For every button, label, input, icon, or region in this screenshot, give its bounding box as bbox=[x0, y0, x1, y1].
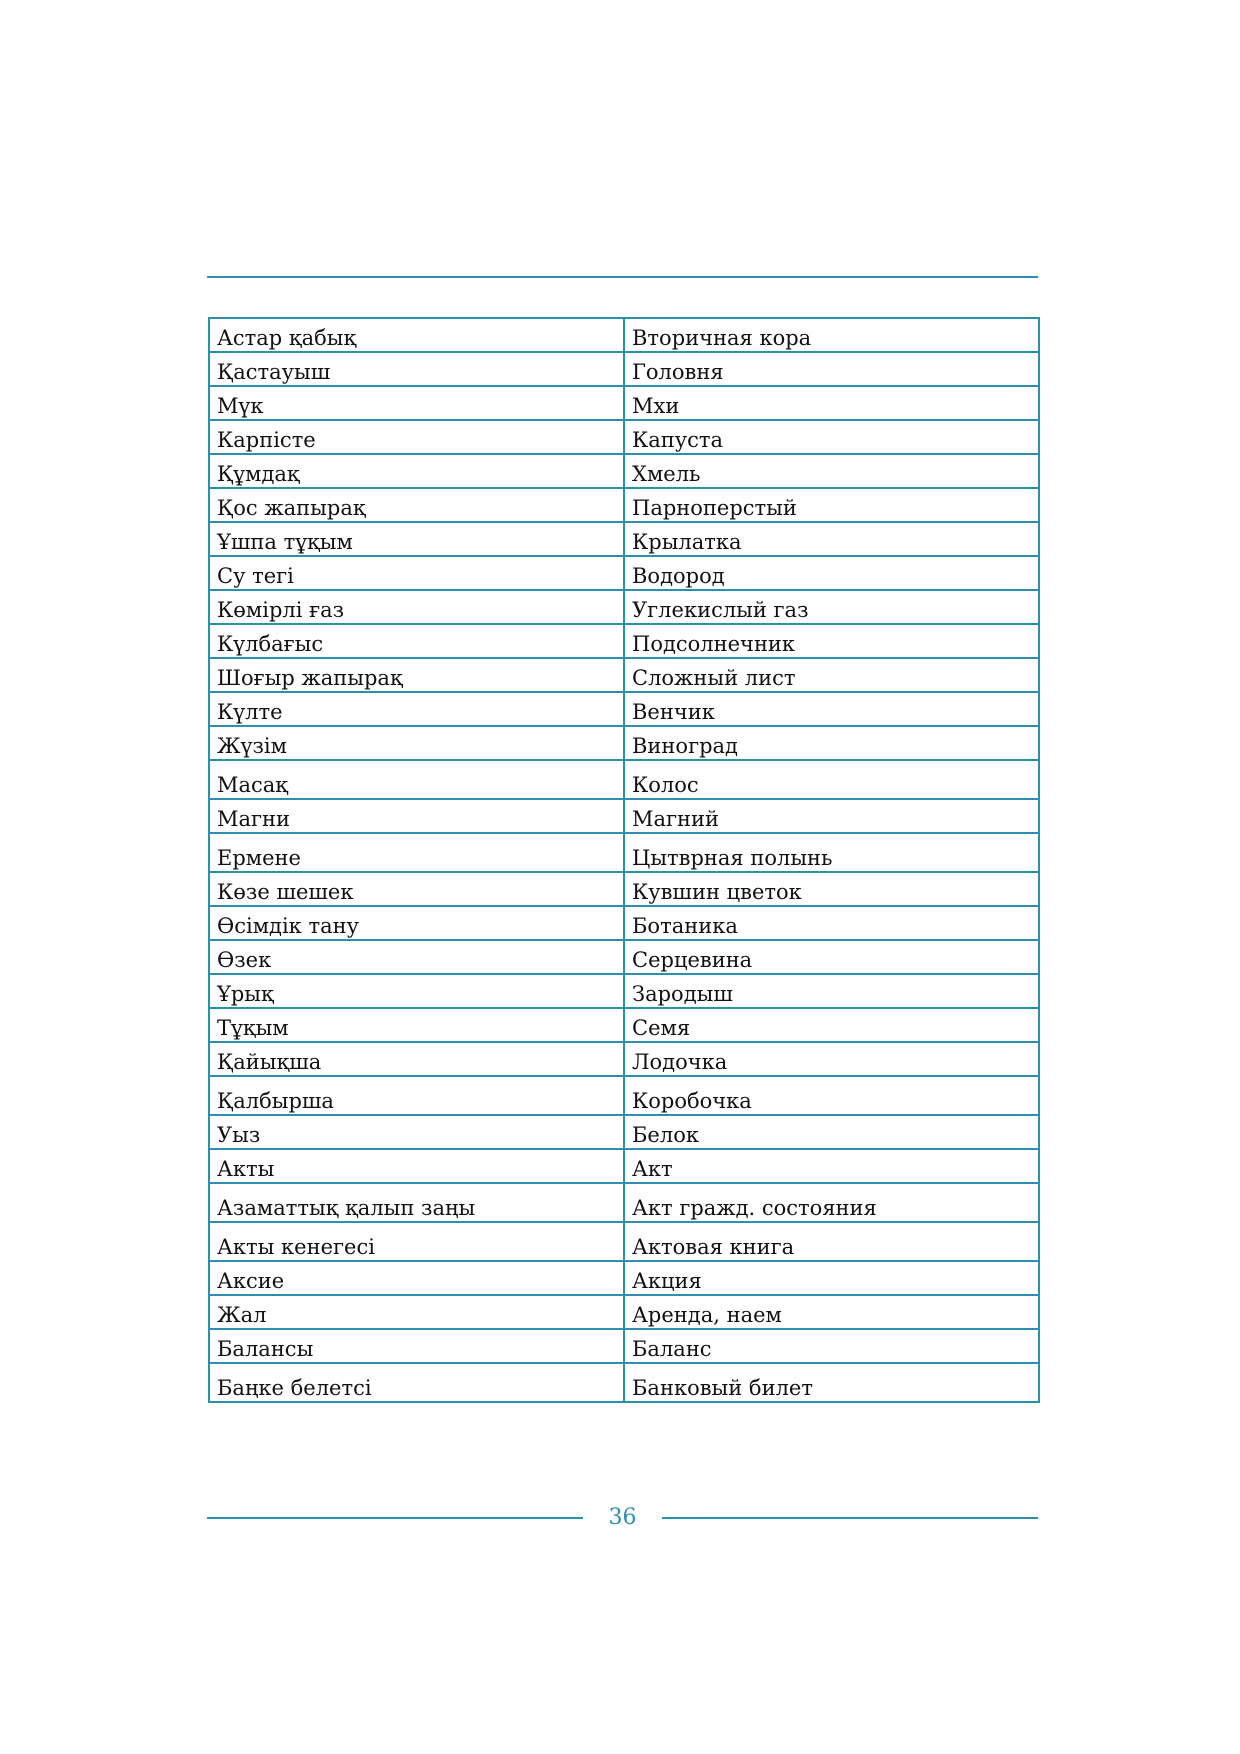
russian-term: Баланс bbox=[624, 1329, 1039, 1363]
table-row bbox=[209, 1008, 1039, 1042]
kazakh-term: Масақ bbox=[209, 760, 624, 799]
kazakh-term: Қастауыш bbox=[209, 352, 624, 386]
kazakh-term: Азаматтық қалып заңы bbox=[209, 1183, 624, 1222]
table-row bbox=[209, 1295, 1039, 1329]
russian-term: Акт гражд. состояния bbox=[624, 1183, 1039, 1222]
russian-term: Хмель bbox=[624, 454, 1039, 488]
kazakh-term: Құмдақ bbox=[209, 454, 624, 488]
russian-term: Цытврная полынь bbox=[624, 833, 1039, 872]
kazakh-term: Карпісте bbox=[209, 420, 624, 454]
russian-term: Колос bbox=[624, 760, 1039, 799]
russian-term: Коробочка bbox=[624, 1076, 1039, 1115]
kazakh-term: Шоғыр жапырақ bbox=[209, 658, 624, 692]
russian-term: Лодочка bbox=[624, 1042, 1039, 1076]
table-row bbox=[209, 318, 1039, 352]
russian-term: Углекислый газ bbox=[624, 590, 1039, 624]
glossary-table bbox=[208, 317, 1040, 1403]
kazakh-term: Көмірлі ғаз bbox=[209, 590, 624, 624]
russian-term: Актовая книга bbox=[624, 1222, 1039, 1261]
kazakh-term: Күлте bbox=[209, 692, 624, 726]
table-row bbox=[209, 522, 1039, 556]
russian-term: Парноперстый bbox=[624, 488, 1039, 522]
table-row bbox=[209, 658, 1039, 692]
table-row bbox=[209, 1329, 1039, 1363]
table-row bbox=[209, 1076, 1039, 1115]
table-row bbox=[209, 940, 1039, 974]
kazakh-term: Баңке белетсі bbox=[209, 1363, 624, 1402]
russian-term: Семя bbox=[624, 1008, 1039, 1042]
table-row bbox=[209, 556, 1039, 590]
russian-term: Магний bbox=[624, 799, 1039, 833]
kazakh-term: Мүк bbox=[209, 386, 624, 420]
kazakh-term: Көзе шешек bbox=[209, 872, 624, 906]
russian-term: Мхи bbox=[624, 386, 1039, 420]
russian-term: Акция bbox=[624, 1261, 1039, 1295]
russian-term: Подсолнечник bbox=[624, 624, 1039, 658]
kazakh-term: Жүзім bbox=[209, 726, 624, 760]
footer-rule-right bbox=[662, 1517, 1038, 1519]
table-row bbox=[209, 352, 1039, 386]
kazakh-term: Магни bbox=[209, 799, 624, 833]
russian-term: Венчик bbox=[624, 692, 1039, 726]
kazakh-term: Өзек bbox=[209, 940, 624, 974]
kazakh-term: Ермене bbox=[209, 833, 624, 872]
table-row bbox=[209, 692, 1039, 726]
kazakh-term: Акты кенегесі bbox=[209, 1222, 624, 1261]
russian-term: Ботаника bbox=[624, 906, 1039, 940]
header-rule bbox=[207, 276, 1038, 278]
russian-term: Акт bbox=[624, 1149, 1039, 1183]
russian-term: Вторичная кора bbox=[624, 318, 1039, 352]
table-row bbox=[209, 386, 1039, 420]
kazakh-term: Ұшпа тұқым bbox=[209, 522, 624, 556]
kazakh-term: Су тегі bbox=[209, 556, 624, 590]
table-row bbox=[209, 1115, 1039, 1149]
table-row bbox=[209, 760, 1039, 799]
kazakh-term: Қалбырша bbox=[209, 1076, 624, 1115]
kazakh-term: Аксие bbox=[209, 1261, 624, 1295]
table-row bbox=[209, 624, 1039, 658]
table-row bbox=[209, 1363, 1039, 1402]
russian-term: Аренда, наем bbox=[624, 1295, 1039, 1329]
kazakh-term: Тұқым bbox=[209, 1008, 624, 1042]
kazakh-term: Ұрық bbox=[209, 974, 624, 1008]
russian-term: Сложный лист bbox=[624, 658, 1039, 692]
page-number: 36 bbox=[608, 1505, 637, 1530]
kazakh-term: Қайықша bbox=[209, 1042, 624, 1076]
russian-term: Виноград bbox=[624, 726, 1039, 760]
russian-term: Головня bbox=[624, 352, 1039, 386]
table-row bbox=[209, 1183, 1039, 1222]
page-footer bbox=[207, 1503, 1038, 1533]
table-row bbox=[209, 454, 1039, 488]
table-row bbox=[209, 1149, 1039, 1183]
kazakh-term: Жал bbox=[209, 1295, 624, 1329]
russian-term: Белок bbox=[624, 1115, 1039, 1149]
kazakh-term: Балансы bbox=[209, 1329, 624, 1363]
table-row bbox=[209, 590, 1039, 624]
table-row bbox=[209, 974, 1039, 1008]
table-row bbox=[209, 1222, 1039, 1261]
table-row bbox=[209, 833, 1039, 872]
table-row bbox=[209, 799, 1039, 833]
russian-term: Водород bbox=[624, 556, 1039, 590]
table-row bbox=[209, 726, 1039, 760]
kazakh-term: Акты bbox=[209, 1149, 624, 1183]
table-row bbox=[209, 872, 1039, 906]
table-row bbox=[209, 906, 1039, 940]
table-row bbox=[209, 420, 1039, 454]
table-row bbox=[209, 488, 1039, 522]
russian-term: Зародыш bbox=[624, 974, 1039, 1008]
kazakh-term: Қос жапырақ bbox=[209, 488, 624, 522]
russian-term: Крылатка bbox=[624, 522, 1039, 556]
kazakh-term: Астар қабық bbox=[209, 318, 624, 352]
kazakh-term: Өсімдік тану bbox=[209, 906, 624, 940]
kazakh-term: Уыз bbox=[209, 1115, 624, 1149]
russian-term: Капуста bbox=[624, 420, 1039, 454]
russian-term: Банковый билет bbox=[624, 1363, 1039, 1402]
russian-term: Серцевина bbox=[624, 940, 1039, 974]
russian-term: Кувшин цветок bbox=[624, 872, 1039, 906]
table-row bbox=[209, 1042, 1039, 1076]
kazakh-term: Күлбағыс bbox=[209, 624, 624, 658]
table-row bbox=[209, 1261, 1039, 1295]
